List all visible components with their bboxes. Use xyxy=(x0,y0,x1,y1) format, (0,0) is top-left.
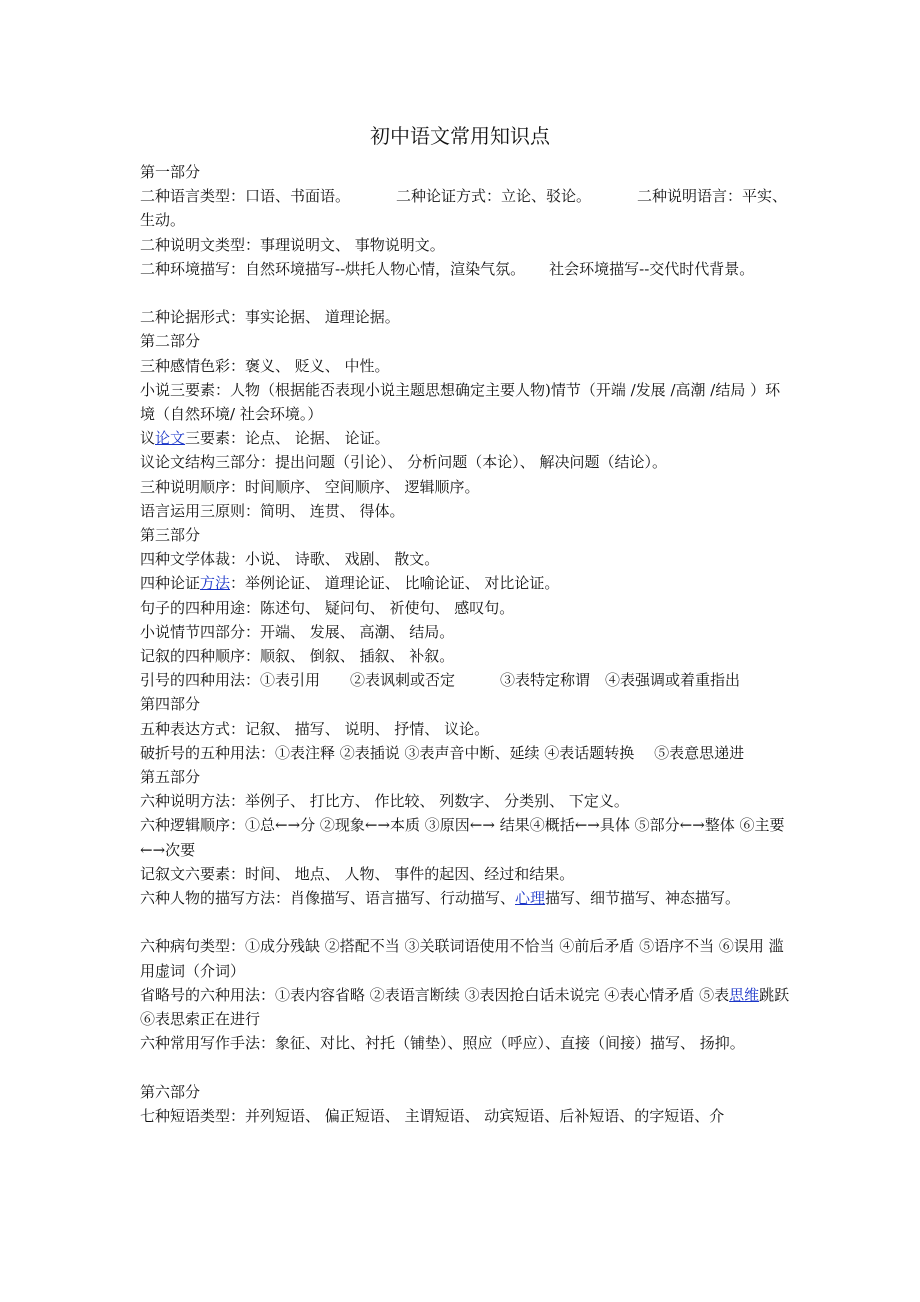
blank-line xyxy=(140,910,792,934)
text-line: 语言运用三原则：简明、 连贯、 得体。 xyxy=(140,501,405,520)
text-span: 二种语言类型：口语、书面语。 xyxy=(140,187,351,206)
section-heading: 第三部分 xyxy=(140,526,201,545)
text-span: ：举例论证、 道理论证、 比喻论证、 对比论证。 xyxy=(230,574,560,593)
text-line: 六种病句类型：①成分残缺 ②搭配不当 ③关联词语使用不恰当 ④前后矛盾 ⑤语序不当 ⑥误用 滥用虚词（介词） xyxy=(140,937,784,980)
text-line: 六种说明方法：举例子、 打比方、 作比较、 列数字、 分类别、 下定义。 xyxy=(140,792,629,811)
text-line: 记叙的四种顺序：顺叙、 倒叙、 插叙、 补叙。 xyxy=(140,647,455,666)
text-span: 三要素：论点、 论据、 论证。 xyxy=(185,429,390,448)
text-line: 六种常用写作手法：象征、对比、衬托（铺垫）、照应（呼应）、直接（间接）描写、 扬抑。 xyxy=(140,1034,745,1053)
text-line xyxy=(140,426,792,450)
text-line xyxy=(140,257,792,281)
text-span: 四种论证 xyxy=(140,574,201,593)
link-siwei[interactable]: 思维 xyxy=(729,985,760,1004)
document-body xyxy=(140,160,792,1128)
text-span: 二种论证方式：立论、驳论。 xyxy=(396,187,592,206)
link-xinli[interactable]: 心理 xyxy=(515,889,546,908)
text-span: 跳跃 ⑥表思索正在进行 xyxy=(140,985,790,1029)
text-line: 四种文学体裁：小说、 诗歌、 戏剧、 散文。 xyxy=(140,550,440,569)
text-line: 小说情节四部分：开端、 发展、 高潮、 结局。 xyxy=(140,622,455,641)
text-span: 六种人物的描写方法：肖像描写、语言描写、行动描写、 xyxy=(140,889,516,908)
blank-line xyxy=(140,281,792,305)
blank-line xyxy=(140,1055,792,1079)
text-line: 三种感情色彩：褒义、 贬义、 中性。 xyxy=(140,356,390,375)
text-line xyxy=(140,571,792,595)
text-line: 五种表达方式：记叙、 描写、 说明、 抒情、 议论。 xyxy=(140,719,490,738)
section-heading: 第一部分 xyxy=(140,163,201,181)
text-line: 记叙文六要素：时间、 地点、 人物、 事件的起因、经过和结果。 xyxy=(140,864,575,883)
section-heading: 第四部分 xyxy=(140,695,201,714)
link-lunwen[interactable]: 论文 xyxy=(155,429,186,448)
text-line: 小说三要素：人物（根据能否表现小说主题思想确定主要人物)情节（开端 /发展 /高潮 /结局 ）环境（自然环境/ 社会环境。） xyxy=(140,380,781,424)
text-line: 二种说明文类型：事理说明文、 事物说明文。 xyxy=(140,235,445,254)
text-span: 描写、细节描写、神态描写。 xyxy=(545,889,741,908)
text-line: 句子的四种用途：陈述句、 疑问句、 祈使句、 感叹句。 xyxy=(140,598,515,617)
text-line xyxy=(140,184,792,232)
text-span: 社会环境描写--交代时代背景。 xyxy=(549,259,755,278)
text-line: 二种论据形式：事实论据、 道理论据。 xyxy=(140,308,400,327)
text-line xyxy=(140,983,792,1031)
text-span: 议 xyxy=(140,429,156,448)
text-span: 省略号的六种用法：①表内容省略 ②表语言断续 ③表因抢白话未说完 ④表心情矛盾 ⑤表 xyxy=(140,985,730,1004)
text-line: 六种逻辑顺序：①总←→分 ②现象←→本质 ③原因←→ 结果④概括←→具体 ⑤部分←→整体 ⑥主要←→次要 xyxy=(140,816,785,859)
text-line: 七种短语类型：并列短语、 偏正短语、 主谓短语、 动宾短语、后补短语、的字短语、介 xyxy=(140,1106,725,1125)
text-line xyxy=(140,886,792,910)
section-heading: 第二部分 xyxy=(140,332,201,351)
link-fangfa[interactable]: 方法 xyxy=(200,574,231,593)
text-line: 议论文结构三部分：提出问题（引论）、 分析问题（本论）、 解决问题（结论）。 xyxy=(140,453,668,472)
text-line: 引号的四种用法：①表引用 ②表讽刺或否定 ③表特定称谓 ④表强调或着重指出 xyxy=(140,671,741,690)
text-line: 破折号的五种用法：①表注释 ②表插说 ③表声音中断、延续 ④表话题转换 ⑤表意思递进 xyxy=(140,743,745,762)
section-heading: 第五部分 xyxy=(140,768,201,787)
document-title: 初中语文常用知识点 xyxy=(370,124,550,148)
section-heading: 第六部分 xyxy=(140,1082,201,1101)
text-span: 二种说明语言：平实、生动。 xyxy=(140,187,788,230)
text-span: 二种环境描写：自然环境描写--烘托人物心情，渲染气氛。 xyxy=(140,259,526,278)
text-line: 三种说明顺序：时间顺序、 空间顺序、 逻辑顺序。 xyxy=(140,477,480,496)
